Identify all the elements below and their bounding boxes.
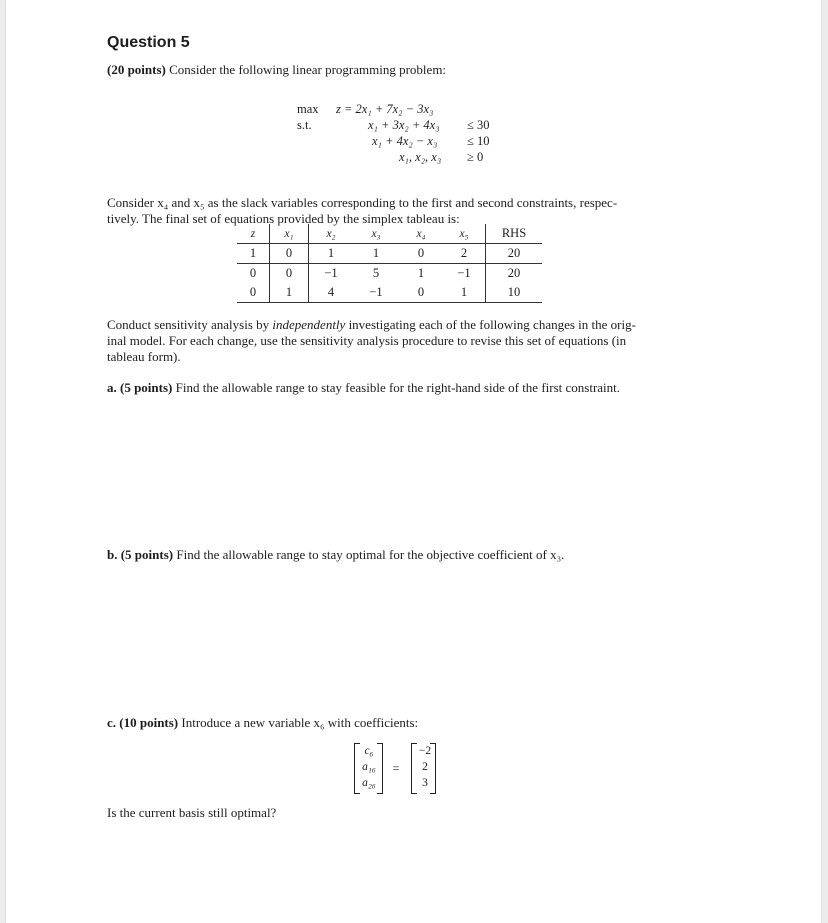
lp-st-label: s.t.: [297, 118, 312, 132]
slack-line-1: Consider x₄ and x₅ as the slack variables corresponding to the first and second constraints, respec-: [107, 195, 618, 210]
lp-objective: z = 2x₁ + 7x₂ − 3x₃: [336, 102, 434, 116]
intro-line: [107, 62, 446, 78]
tableau-header: RHS: [486, 224, 543, 244]
tableau-header: x₁: [270, 224, 309, 244]
part-a: [107, 380, 620, 396]
lp-constraint-2: x₁ + 4x₂ − x₃: [372, 134, 438, 148]
tableau-header: x₂: [309, 224, 354, 244]
vector-right-entry: 2: [422, 761, 428, 773]
vector-left-entry: a₁₆: [362, 761, 376, 773]
intro-text: Consider the following linear programming problem:: [169, 62, 447, 77]
table-cell: −1: [443, 264, 486, 284]
table-cell: −1: [353, 283, 399, 303]
sensitivity-text: Conduct sensitivity analysis by: [107, 317, 273, 332]
table-cell: 2: [443, 244, 486, 264]
tableau-header: x₅: [443, 224, 486, 244]
tableau-header: x₄: [399, 224, 443, 244]
table-cell: 1: [443, 283, 486, 303]
table-cell: 0: [270, 264, 309, 284]
part-b: [107, 547, 564, 563]
sensitivity-line-2: inal model. For each change, use the sensitivity analysis procedure to revise this set of equations (in: [107, 333, 627, 348]
sensitivity-text: investigating each of the following changes in the orig-: [345, 317, 636, 332]
tableau-header-row: [237, 224, 542, 244]
simplex-tableau: [237, 224, 542, 303]
table-cell: 20: [507, 266, 521, 280]
slack-line-2: tively. The final set of equations provided by the simplex tableau is:: [107, 211, 460, 226]
intro-points: (20 points): [107, 62, 166, 77]
part-c-label: c. (10 points): [107, 715, 179, 730]
table-cell: −1: [324, 266, 338, 280]
table-cell: 0: [399, 244, 443, 264]
document-page: [6, 0, 821, 923]
tableau-header: z: [237, 224, 270, 244]
table-cell: 4: [309, 283, 354, 303]
lp-constraint-2-rhs: ≤ 10: [467, 134, 490, 148]
lp-nonnegativity: x₁, x₂, x₃: [399, 150, 442, 164]
table-cell: 1: [270, 283, 309, 303]
lp-constraint-1-rhs: ≤ 30: [467, 118, 490, 132]
part-a-label: a. (5 points): [107, 380, 173, 395]
vector-left-entry: a₂₆: [362, 777, 376, 789]
table-cell: 1: [353, 244, 399, 264]
table-cell: 1: [417, 266, 425, 280]
part-a-text: Find the allowable range to stay feasible for the right-hand side of the first constraint.: [175, 380, 621, 395]
vector-left-entry: c₆: [364, 745, 374, 757]
part-c: [107, 715, 418, 731]
table-cell: 0: [270, 244, 309, 264]
part-b-label: b. (5 points): [107, 547, 174, 562]
tableau-header: x₃: [353, 224, 399, 244]
question-title: Question 5: [107, 34, 190, 51]
table-cell: 1: [309, 244, 354, 264]
lp-nonnegativity-rhs: ≥ 0: [467, 150, 484, 164]
lp-max-label: max: [297, 102, 319, 116]
table-cell: 0: [399, 283, 443, 303]
table-row: [237, 264, 542, 284]
table-cell: 1: [237, 244, 270, 264]
lp-constraint-1: x₁ + 3x₂ + 4x₃: [368, 118, 440, 132]
vector-equals: =: [392, 761, 400, 775]
sensitivity-line-1: [107, 317, 636, 333]
table-cell: 20: [486, 244, 543, 264]
vector-right-entry: 3: [422, 777, 428, 789]
part-b-text: Find the allowable range to stay optimal for the objective coefficient of x₃.: [176, 547, 565, 562]
table-row: [237, 244, 542, 264]
vector-right-entry: −2: [418, 745, 432, 757]
table-cell: 10: [486, 283, 543, 303]
table-cell: 5: [372, 266, 380, 280]
table-cell: 0: [237, 283, 270, 303]
part-c-text: Introduce a new variable x₆ with coefficients:: [181, 715, 419, 730]
final-question: Is the current basis still optimal?: [107, 805, 277, 820]
table-row: [237, 283, 542, 303]
sensitivity-line-3: tableau form).: [107, 349, 181, 364]
table-cell: 0: [237, 264, 270, 284]
sensitivity-emphasis: independently: [272, 317, 346, 332]
